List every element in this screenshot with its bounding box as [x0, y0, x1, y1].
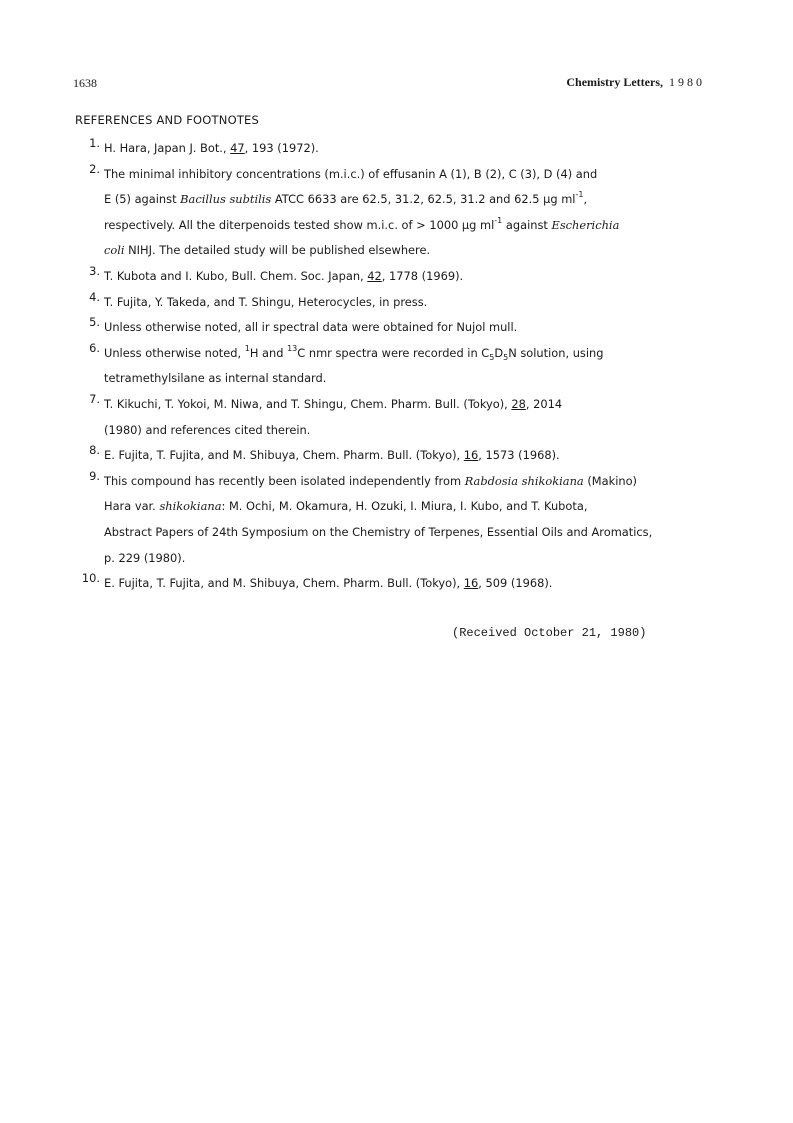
- species-name: Escherichia: [551, 217, 620, 232]
- superscript: -1: [494, 215, 503, 225]
- reference-5: [78, 315, 718, 341]
- volume: 28: [511, 396, 526, 411]
- ref-text: H. Hara, Japan J. Bot.,: [104, 141, 231, 155]
- reference-2: [78, 162, 718, 264]
- reference-number: 6.: [89, 340, 100, 355]
- ref-line: p. 229 (1980).: [104, 550, 186, 565]
- ref-line: Unless otherwise noted, all ir spectral data were obtained for Nujol mull.: [104, 320, 518, 335]
- journal-name: Chemistry Letters,: [566, 75, 663, 89]
- subscript: 5: [503, 352, 509, 362]
- ref-line: T. Fujita, Y. Takeda, and T. Shingu, Heterocycles, in press.: [104, 294, 428, 309]
- reference-10: [78, 571, 718, 597]
- reference-number: 8.: [89, 443, 100, 458]
- ref-text: E (5) against: [104, 192, 181, 207]
- reference-9: [78, 469, 718, 571]
- reference-8: [78, 443, 718, 469]
- subscript: 5: [489, 352, 495, 362]
- ref-text: C nmr spectra were recorded in C: [297, 345, 490, 360]
- species-name: Bacillus subtilis: [180, 192, 272, 207]
- reference-number: 4.: [89, 289, 100, 304]
- ref-text: , 193 (1972).: [244, 141, 319, 155]
- ref-text: against: [502, 217, 552, 232]
- ref-line: tetramethylsilane as internal standard.: [104, 371, 327, 386]
- reference-number: 5.: [89, 315, 100, 330]
- ref-text: This compound has recently been isolated independently from: [104, 473, 465, 488]
- volume: 42: [367, 268, 382, 283]
- superscript: 13: [287, 343, 298, 353]
- ref-text: (Makino): [583, 473, 637, 488]
- reference-list: [78, 136, 718, 597]
- ref-text: ,: [583, 192, 588, 207]
- page-number: 1638: [73, 76, 97, 90]
- ref-line: (1980) and references cited therein.: [104, 422, 311, 437]
- ref-text: : M. Ochi, M. Okamura, H. Ozuki, I. Miura, I. Kubo, and T. Kubota,: [221, 499, 588, 514]
- ref-text: T. Kubota and I. Kubo, Bull. Chem. Soc. Japan,: [104, 268, 368, 283]
- ref-text: NIHJ. The detailed study will be published elsewhere.: [124, 243, 431, 258]
- ref-text: , 2014: [525, 396, 563, 411]
- journal-year: 1980: [669, 75, 705, 89]
- ref-text: ATCC 6633 are 62.5, 31.2, 62.5, 31.2 and 62.5 µg ml: [271, 192, 576, 207]
- ref-text: , 509 (1968).: [478, 576, 553, 591]
- ref-text: Unless otherwise noted,: [104, 345, 245, 360]
- ref-line: Abstract Papers of 24th Symposium on the Chemistry of Terpenes, Essential Oils and Aromatics,: [104, 524, 653, 539]
- volume: 16: [463, 576, 479, 591]
- ref-line: The minimal inhibitory concentrations (m.i.c.) of effusanin A (1), B (2), C (3), D (4) and: [104, 166, 598, 181]
- reference-number: 9.: [89, 468, 100, 483]
- ref-text: , 1573 (1968).: [478, 448, 560, 463]
- ref-text: H and: [249, 345, 288, 360]
- received-date: (Received October 21, 1980): [452, 626, 647, 640]
- ref-text: E. Fujita, T. Fujita, and M. Shibuya, Chem. Pharm. Bull. (Tokyo),: [104, 576, 464, 591]
- volume: 16: [463, 448, 479, 463]
- ref-text: Hara var.: [104, 499, 160, 514]
- reference-number: 1.: [89, 136, 100, 150]
- species-name: coli: [104, 243, 125, 258]
- reference-1: [78, 136, 718, 162]
- reference-3: [78, 264, 718, 290]
- species-name: Rabdosia shikokiana: [464, 473, 584, 488]
- reference-number: 3.: [89, 263, 100, 278]
- superscript: -1: [575, 190, 584, 200]
- reference-7: [78, 392, 718, 443]
- superscript: 1: [244, 343, 250, 353]
- ref-text: D: [494, 345, 504, 360]
- section-title: REFERENCES AND FOOTNOTES: [75, 113, 260, 127]
- reference-6: [78, 341, 718, 392]
- ref-text: N solution, using: [508, 345, 604, 360]
- reference-number: 2.: [89, 161, 100, 176]
- species-name: shikokiana: [159, 499, 222, 514]
- ref-text: , 1778 (1969).: [381, 268, 464, 283]
- ref-text: E. Fujita, T. Fujita, and M. Shibuya, Chem. Pharm. Bull. (Tokyo),: [104, 448, 464, 463]
- running-header: [566, 75, 705, 90]
- reference-number: 10.: [81, 571, 100, 586]
- volume: 47: [230, 141, 245, 155]
- reference-number: 7.: [89, 391, 100, 406]
- ref-text: T. Kikuchi, T. Yokoi, M. Niwa, and T. Shingu, Chem. Pharm. Bull. (Tokyo),: [104, 396, 512, 411]
- ref-text: respectively. All the diterpenoids tested show m.i.c. of > 1000 µg ml: [104, 217, 495, 232]
- reference-4: [78, 290, 718, 316]
